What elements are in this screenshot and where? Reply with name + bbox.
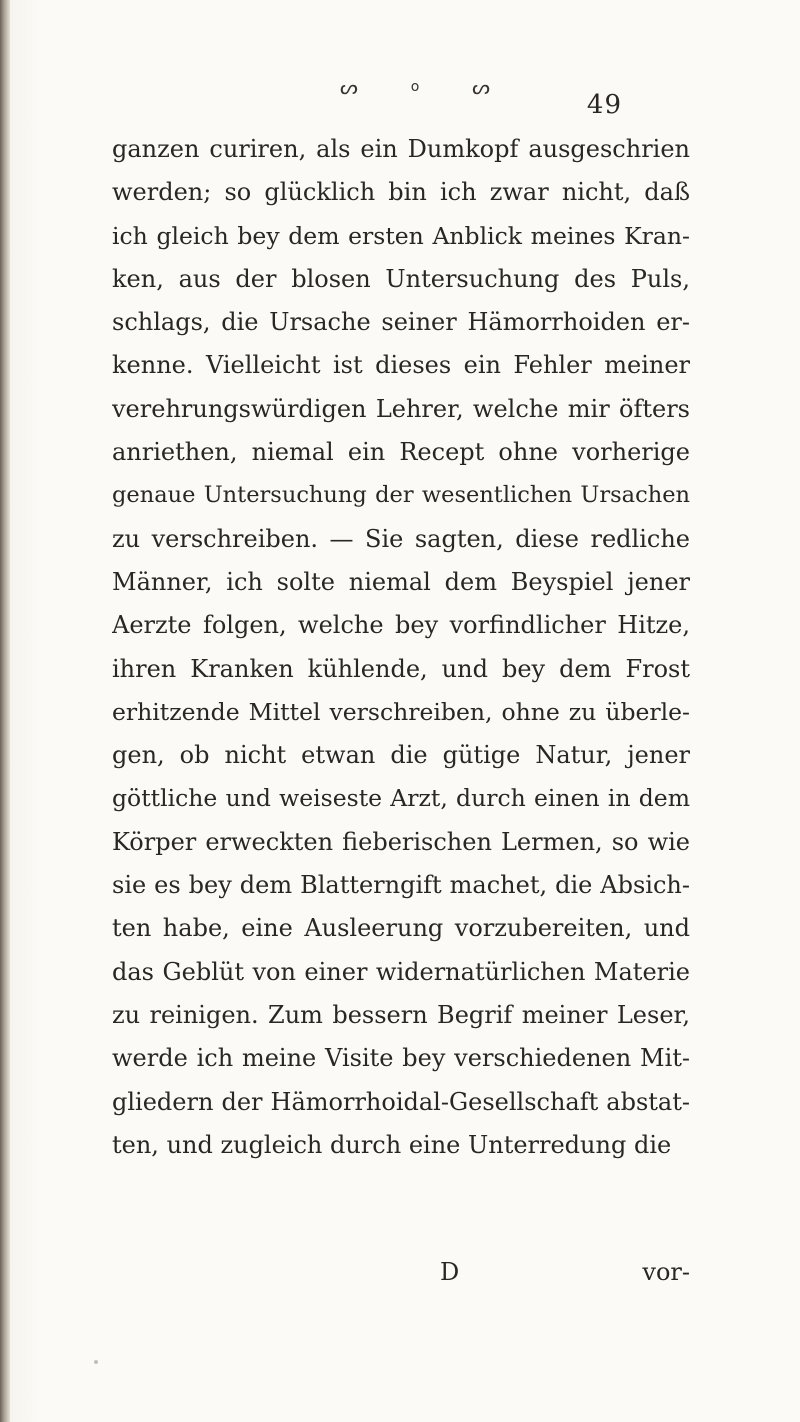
text-line: ten, und zugleich durch eine Unterredung die — [112, 1130, 672, 1159]
text-line: ten habe, eine Ausleerung vorzubereiten, und — [112, 914, 690, 943]
text-line: zu verschreiben. — Sie sagten, diese redliche — [112, 524, 690, 553]
text-line: gliedern der Hämorrhoidal-Gesellschaft abstat- — [112, 1087, 690, 1116]
text-line: das Geblüt von einer widernatürlichen Materie — [112, 957, 690, 986]
page-footer — [112, 1258, 690, 1302]
text-line: schlags, die Ursache seiner Hämorrhoiden er- — [112, 308, 690, 337]
text-line: göttliche und weiseste Arzt, durch einen in dem — [112, 784, 690, 813]
text-line: ihren Kranken kühlende, und bey dem Frost — [112, 654, 690, 683]
catchword: vor- — [642, 1258, 690, 1286]
page-binding-edge — [0, 0, 10, 1422]
paper-speck — [94, 1360, 98, 1364]
text-line: sie es bey dem Blatterngift machet, die Absich- — [112, 871, 690, 900]
text-line: Körper erweckten fieberischen Lermen, so wie — [112, 827, 690, 856]
ornament-left-glyph: ᔕ — [340, 75, 358, 99]
body-text — [112, 128, 690, 1167]
text-line: werde ich meine Visite bey verschiedenen Mit- — [112, 1044, 690, 1073]
signature-mark: D — [440, 1258, 460, 1286]
text-line: anriethen, niemal ein Recept ohne vorherige — [112, 438, 690, 467]
text-line: kenne. Vielleicht ist dieses ein Fehler meiner — [112, 351, 690, 380]
text-line: Aerzte folgen, welche bey vorfindlicher Hitze, — [112, 611, 690, 640]
text-line: gen, ob nicht etwan die gütige Natur, jener — [112, 741, 690, 770]
text-line: genaue Untersuchung der wesentlichen Ursachen — [112, 482, 690, 509]
page-number: 49 — [586, 90, 622, 120]
ornament-right-glyph: ᔕ — [472, 75, 490, 99]
page-header — [0, 72, 800, 122]
ornament-center-glyph: o — [410, 79, 420, 95]
text-line: zu reinigen. Zum bessern Begrif meiner Leser, — [112, 1000, 690, 1029]
text-line: ganzen curiren, als ein Dumkopf ausgeschrien — [112, 135, 690, 163]
text-line: verehrungswürdigen Lehrer, welche mir öfters — [112, 394, 690, 423]
text-line: erhitzende Mittel verschreiben, ohne zu überle- — [112, 697, 690, 726]
text-line: werden; so glücklich bin ich zwar nicht, daß — [112, 178, 690, 207]
text-line: ken, aus der blosen Untersuchung des Puls, — [112, 264, 690, 293]
text-line: ich gleich bey dem ersten Anblick meines Kran- — [112, 221, 690, 250]
header-ornament — [340, 72, 490, 102]
text-line: Männer, ich solte niemal dem Beyspiel jener — [112, 567, 690, 596]
